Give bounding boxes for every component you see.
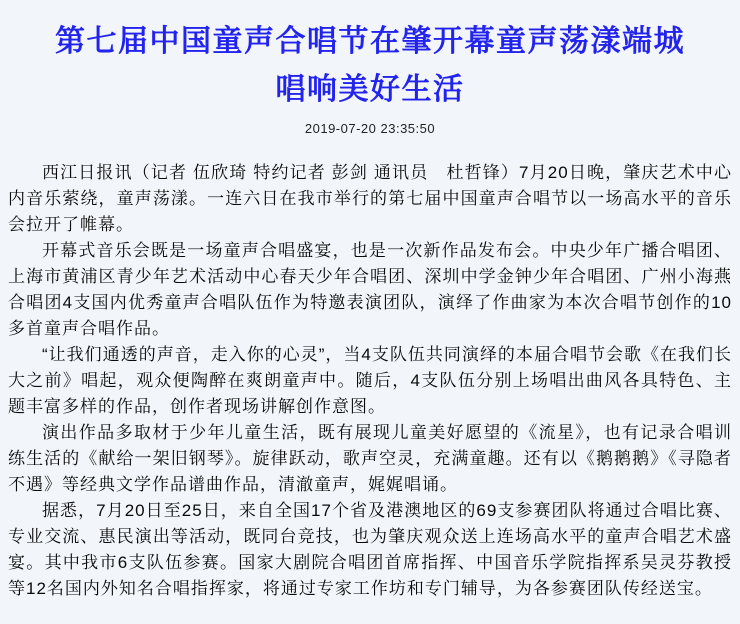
article-title-line-1: 第七届中国童声合唱节在肇开幕童声荡漾端城 bbox=[55, 24, 685, 59]
article-title bbox=[8, 14, 732, 114]
article-paragraph: 据悉，7月20日至25日，来自全国17个省及港澳地区的69支参赛团队将通过合唱比赛、专业交流、惠民演出等活动，既同台竞技，也为肇庆观众送上连场高水平的童声合唱艺术盛宴。其中我市6支队伍参赛。国家大剧院合唱团首席指挥、中国音乐学院指挥系吴灵芬教授等12名国内外知名合唱指挥家，将通过专家工作坊和专门辅导，为各参赛团队传经送宝。 bbox=[8, 501, 732, 598]
article-paragraph: 西江日报讯（记者 伍欣琦 特约记者 彭剑 通讯员 杜哲锋）7月20日晚，肇庆艺术中心内音乐萦绕，童声荡漾。一连六日在我市举行的第七届中国童声合唱节以一场高水平的音乐会拉开了帷幕。 bbox=[8, 163, 732, 234]
article-timestamp: 2019-07-20 23:35:50 bbox=[304, 121, 436, 136]
article-paragraph: “让我们通透的声音，走入你的心灵”，当4支队伍共同演绎的本届合唱节会歌《在我们长大之前》唱起，观众便陶醉在爽朗童声中。随后，4支队伍分别上场唱出曲风各具特色、主题丰富多样的作品，创作者现场讲解创作意图。 bbox=[8, 345, 732, 416]
article-paragraph: 演出作品多取材于少年儿童生活，既有展现儿童美好愿望的《流星》，也有记录合唱训练生活的《献给一架旧钢琴》。旋律跃动，歌声空灵，充满童趣。还有以《鹅鹅鹅》《寻隐者不遇》等经典文学作品谱曲作品，清澈童声，娓娓唱诵。 bbox=[8, 423, 732, 494]
article-title-line-2: 唱响美好生活 bbox=[275, 72, 465, 107]
article-body bbox=[8, 160, 732, 602]
article-paragraph: 开幕式音乐会既是一场童声合唱盛宴，也是一次新作品发布会。中央少年广播合唱团、上海市黄浦区青少年艺术活动中心春天少年合唱团、深圳中学金钟少年合唱团、广州小海燕合唱团4支国内优秀童声合唱队伍作为特邀表演团队，演绎了作曲家为本次合唱节创作的10多首童声合唱作品。 bbox=[8, 241, 732, 338]
